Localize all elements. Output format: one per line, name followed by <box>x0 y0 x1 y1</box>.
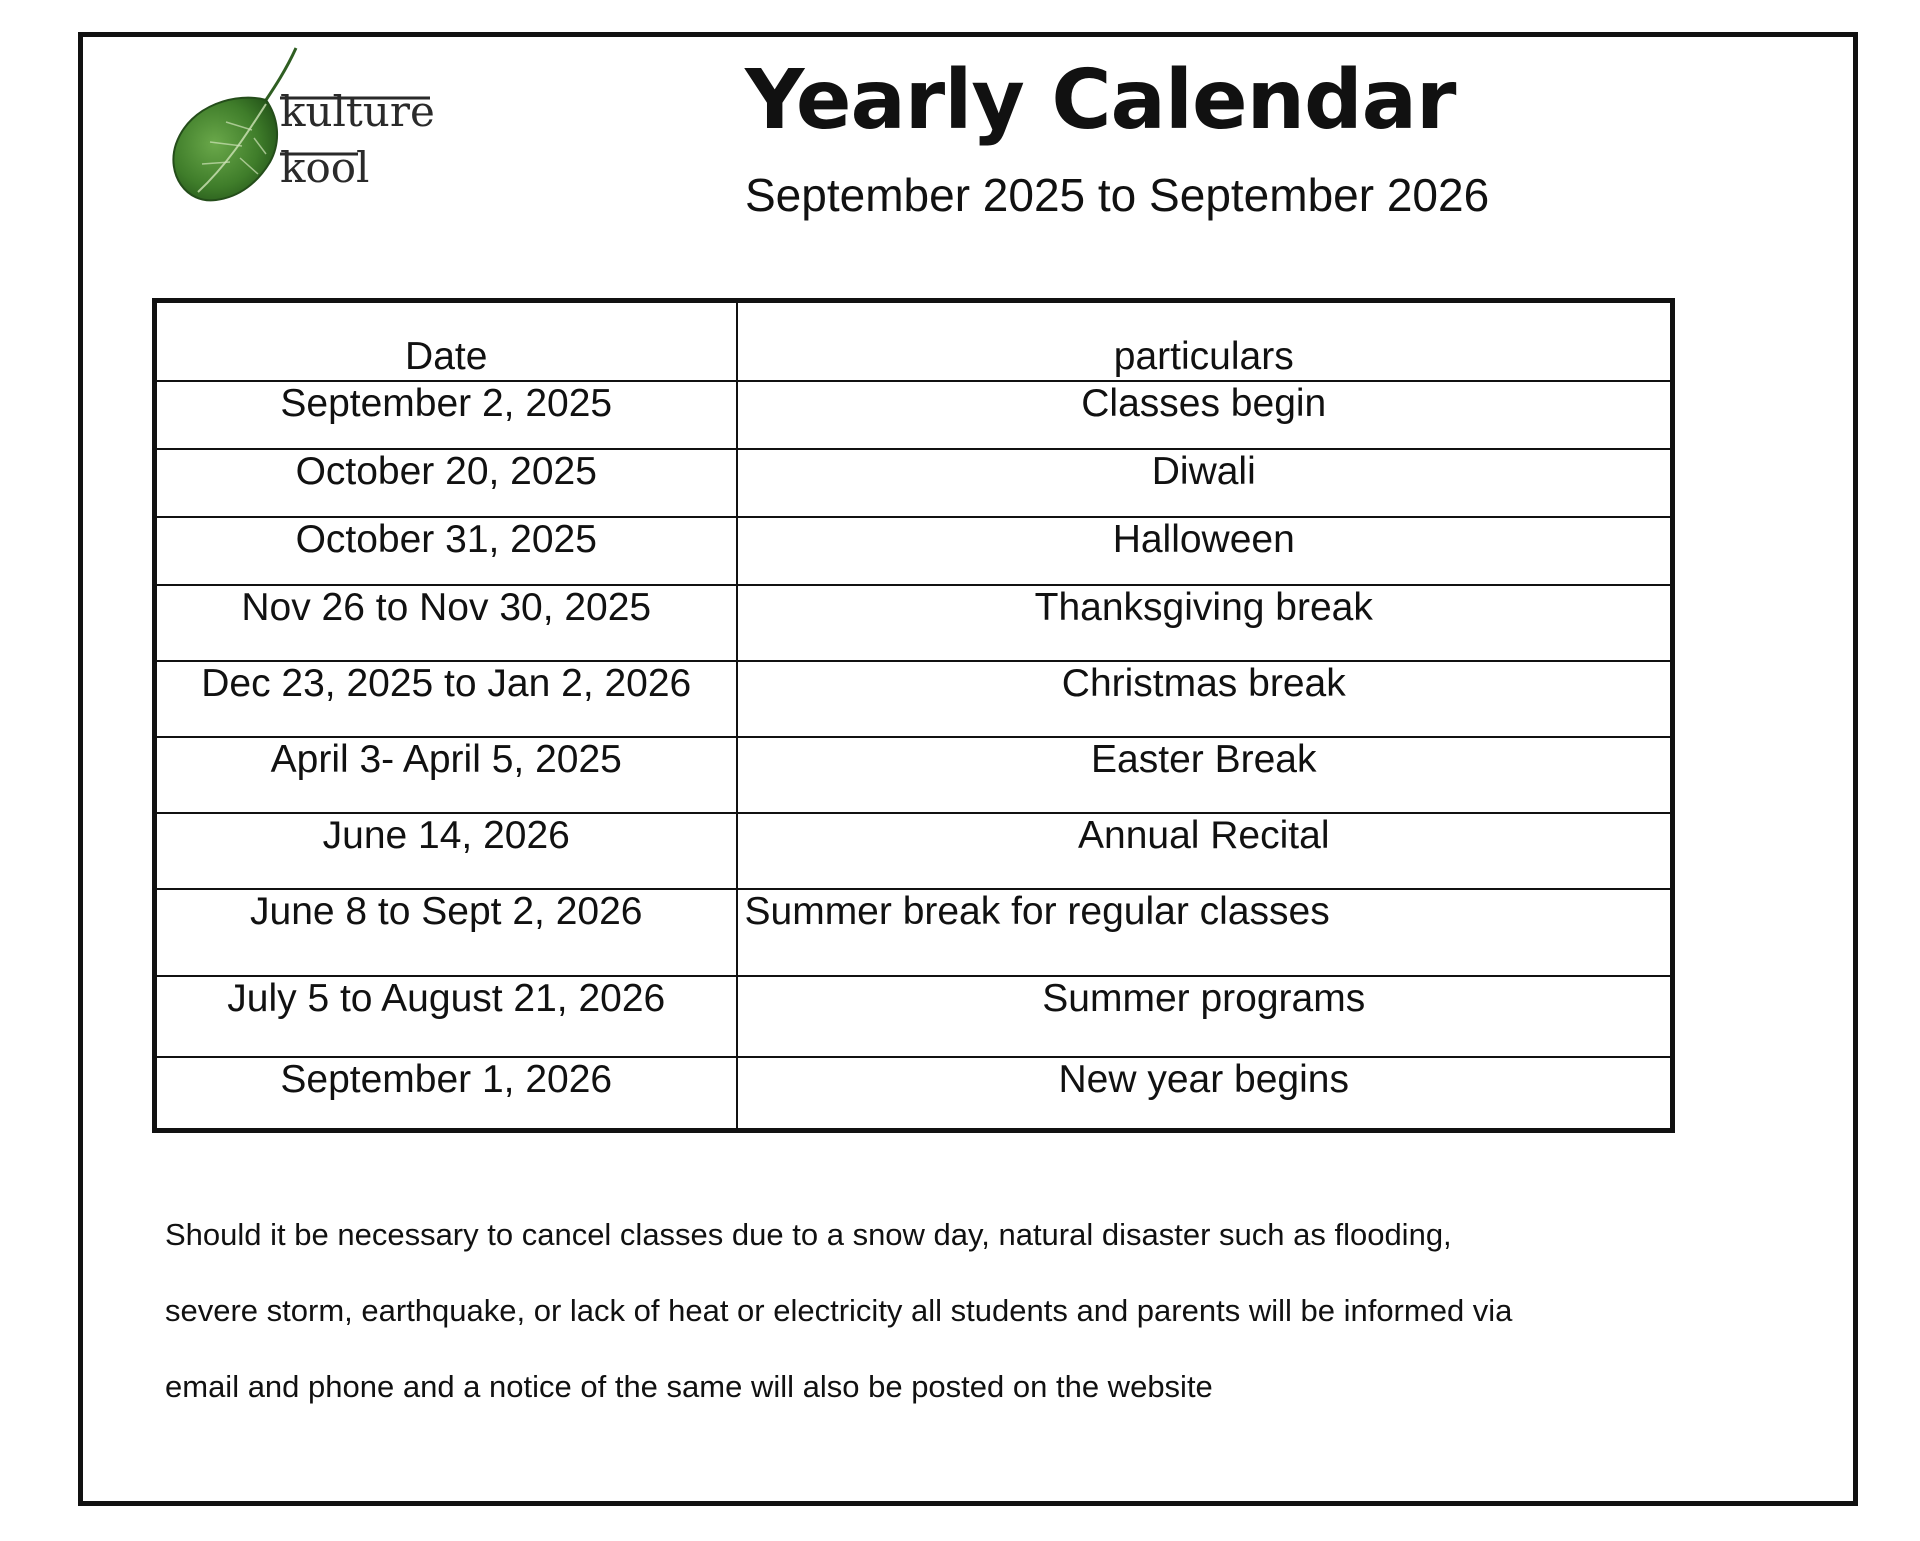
particulars-cell: New year begins <box>737 1057 1673 1131</box>
particulars-cell: Summer programs <box>737 976 1673 1057</box>
table-row <box>155 889 1673 976</box>
table-row <box>155 449 1673 517</box>
page-subtitle: September 2025 to September 2026 <box>745 169 1490 221</box>
particulars-cell: Easter Break <box>737 737 1673 813</box>
notice-line: severe storm, earthquake, or lack of heat or electricity all students and parents will be informed via <box>165 1293 1513 1328</box>
table-row <box>155 976 1673 1057</box>
particulars-cell: Halloween <box>737 517 1673 585</box>
table-header-row <box>155 301 1673 381</box>
cancellation-notice <box>165 1197 1685 1425</box>
table-row <box>155 1057 1673 1131</box>
svg-text:kulture: kulture <box>280 87 435 136</box>
table-row <box>155 585 1673 661</box>
date-cell: June 14, 2026 <box>155 813 737 889</box>
particulars-cell: Thanksgiving break <box>737 585 1673 661</box>
date-cell: June 8 to Sept 2, 2026 <box>155 889 737 976</box>
page-title: Yearly Calendar <box>745 53 1456 148</box>
date-column-header: Date <box>155 301 737 381</box>
calendar-table <box>152 298 1675 1133</box>
particulars-cell: Annual Recital <box>737 813 1673 889</box>
date-cell: September 2, 2025 <box>155 381 737 449</box>
date-cell: September 1, 2026 <box>155 1057 737 1131</box>
date-cell: October 31, 2025 <box>155 517 737 585</box>
particulars-cell: Christmas break <box>737 661 1673 737</box>
notice-line: email and phone and a notice of the same will also be posted on the website <box>165 1369 1213 1404</box>
table-row <box>155 381 1673 449</box>
notice-line: Should it be necessary to cancel classes due to a snow day, natural disaster such as flooding, <box>165 1217 1452 1252</box>
kulture-kool-logo <box>168 42 458 212</box>
particulars-cell: Summer break for regular classes <box>737 889 1673 976</box>
date-cell: April 3- April 5, 2025 <box>155 737 737 813</box>
table-row <box>155 813 1673 889</box>
svg-text:kool: kool <box>280 143 370 192</box>
leaf-logo-icon <box>168 42 458 212</box>
date-cell: July 5 to August 21, 2026 <box>155 976 737 1057</box>
table-row <box>155 737 1673 813</box>
particulars-cell: Classes begin <box>737 381 1673 449</box>
table-row <box>155 661 1673 737</box>
date-cell: Nov 26 to Nov 30, 2025 <box>155 585 737 661</box>
date-cell: Dec 23, 2025 to Jan 2, 2026 <box>155 661 737 737</box>
table-row <box>155 517 1673 585</box>
date-cell: October 20, 2025 <box>155 449 737 517</box>
particulars-column-header: particulars <box>737 301 1673 381</box>
particulars-cell: Diwali <box>737 449 1673 517</box>
